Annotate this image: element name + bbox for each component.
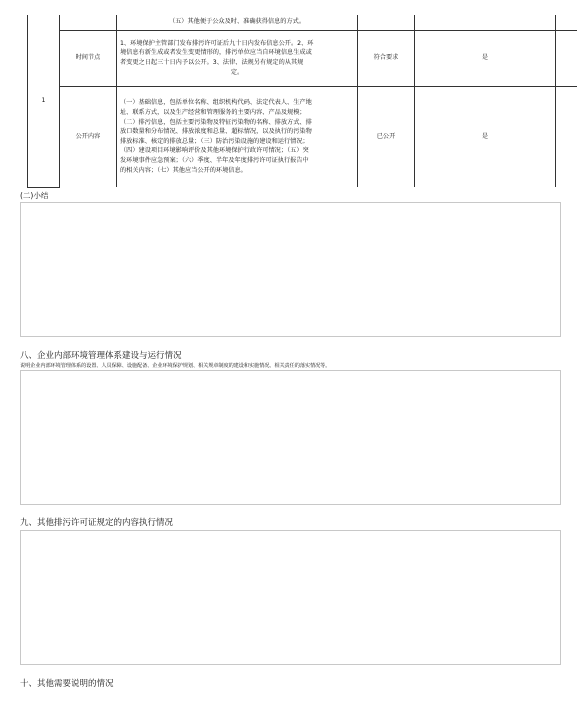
- content-cell-time: [117, 30, 358, 86]
- category-cell-time: 时间节点: [60, 30, 117, 86]
- status-cell-content: 已公开: [358, 86, 415, 187]
- empty-cell: [358, 15, 415, 30]
- summary-textbox[interactable]: [20, 202, 561, 337]
- result-cell-time: 是: [415, 30, 556, 86]
- content-line: 1、环境保护主管部门发布排污许可证后九十日内发布信息公开。2、环: [120, 39, 314, 47]
- disclosure-table: [27, 15, 577, 188]
- content-line: （一）基础信息，包括单位名称、组织机构代码、法定代表人、生产地: [120, 99, 312, 107]
- section-8-textbox[interactable]: [20, 370, 561, 505]
- section-8-title: 八、企业内部环境管理体系建设与运行情况: [20, 351, 182, 361]
- content-cell-content: [117, 86, 358, 187]
- section-9-title: 九、其他排污许可证规定的内容执行情况: [20, 518, 174, 528]
- empty-cell: [415, 15, 556, 30]
- empty-cell: [60, 15, 117, 30]
- content-line: 的相关内容；（七）其他应当公开的环境信息。: [120, 166, 247, 174]
- content-line: 定。: [230, 68, 244, 76]
- content-line: 者变更之日起三十日内予以公开。3、法律、法规另有规定的从其规: [120, 59, 304, 66]
- content-line: 排放标准、核定的排放总量；（三）防治污染设施的建设和运行情况；: [120, 137, 309, 145]
- empty-cell: [556, 15, 577, 30]
- empty-cell: [556, 30, 577, 86]
- content-cell-method: （五）其他便于公众及时、准确获得信息的方式。: [117, 15, 358, 30]
- content-line: 址、联系方式，以及生产经营和管理服务的主要内容、产品及规模；: [120, 108, 306, 116]
- status-cell-time: 符合要求: [358, 30, 415, 86]
- content-line: 境信息有新生成或者发生变更情形的，排污单位应当自环境信息生成或: [120, 49, 312, 57]
- section-10-title: 十、其他需要说明的情况: [20, 679, 114, 689]
- empty-cell: [556, 86, 577, 187]
- content-line: （二）排污信息，包括主要污染物及特征污染物的名称、排放方式、排: [120, 118, 312, 126]
- result-cell-content: 是: [415, 86, 556, 187]
- section-9-textbox[interactable]: [20, 530, 561, 665]
- content-line: 发环境事件应急预案；（六）季度、半年及年度排污许可证执行报告中: [120, 156, 309, 164]
- content-line: （四）建设项目环境影响评价及其他环境保护行政许可情况；（五）突: [120, 147, 309, 155]
- row-index: 1: [28, 15, 60, 187]
- category-cell-content: 公开内容: [60, 86, 117, 187]
- section-8-note: 说明企业内部环境管理体系的设置、人员保障、设施配备、企业环境保护规划、相关规章制度的建设和实施情况、相关责任的落实情况等。: [20, 363, 331, 369]
- content-line: 放口数量和分布情况、排放浓度和总量、超标情况，以及执行的污染物: [120, 128, 312, 136]
- summary-title: (二)小结: [20, 191, 49, 200]
